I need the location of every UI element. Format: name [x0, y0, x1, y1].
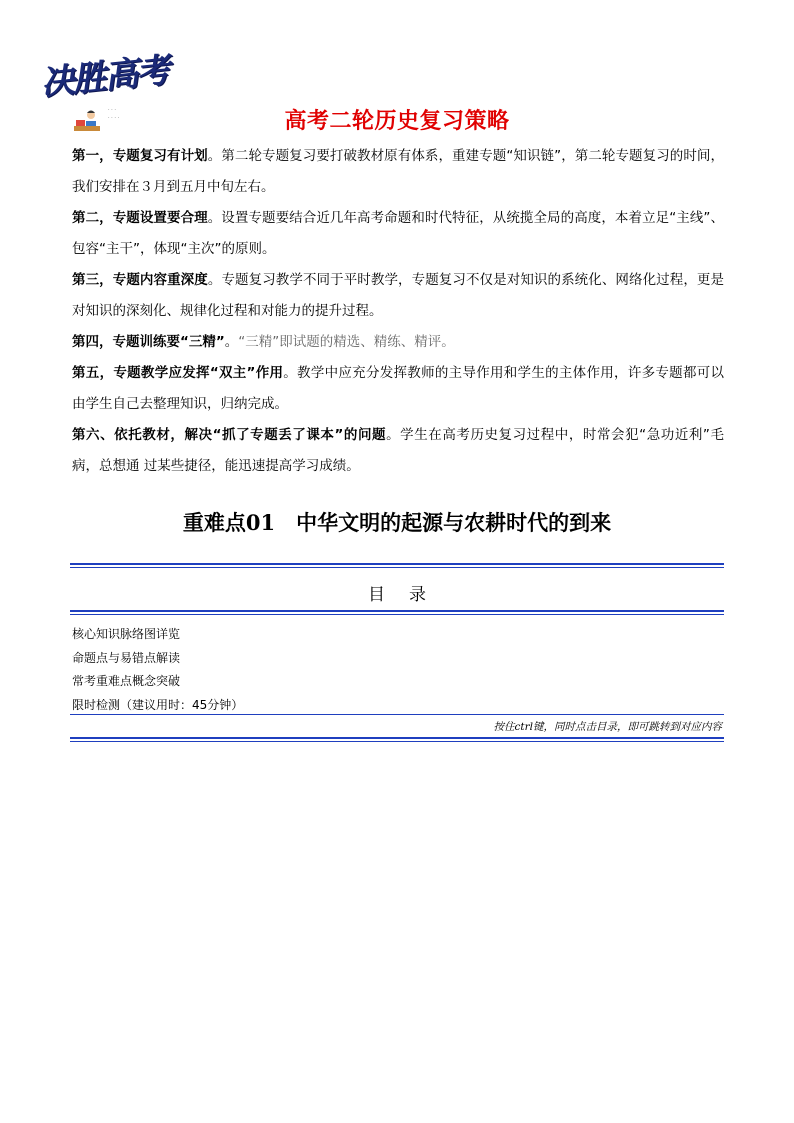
logo-tagline: · · · · · · · [108, 107, 120, 121]
section-title: 重难点01 中华文明的起源与农耕时代的到来 [182, 510, 612, 535]
strategy-body: 。设置专题要结合近几年高考命题和时代特征，从统揽全局的高度，本着立足“主线”、包容“主干”，体现“主次”的原则。 [72, 210, 724, 257]
strategy-body: 。 [224, 334, 239, 350]
toc-heading-rule [70, 610, 724, 612]
strategy-item [72, 327, 724, 358]
strategy-lead: 第二，专题设置要合理 [72, 210, 208, 226]
toc-link[interactable]: 常考重难点概念突破 [72, 674, 181, 688]
logo-wordmark: 决胜高考 [38, 50, 171, 104]
toc-top-rule [70, 563, 724, 565]
toc-mid-rule [70, 714, 724, 715]
toc-heading-rule-inner [70, 614, 724, 615]
strategy-body: 。第二轮专题复习要打破教材原有体系，重建专题“知识链”，第二轮专题复习的时间，我们安排在３月到五月中旬左右。 [72, 148, 724, 195]
strategy-item [72, 265, 724, 327]
strategy-item [72, 420, 724, 482]
toc-list [72, 623, 243, 717]
toc-link[interactable]: 核心知识脉络图详览 [72, 627, 181, 641]
toc-heading: 目录 [368, 585, 450, 605]
strategy-item [72, 141, 724, 203]
strategy-item [72, 203, 724, 265]
strategy-note: “三精”即试题的精选、精练、精评。 [238, 334, 455, 350]
strategy-body: 。专题复习教学不同于平时教学，专题复习不仅是对知识的系统化、网络化过程，更是对知识的深刻化、规律化过程和对能力的提升过程。 [72, 272, 725, 319]
strategy-list [72, 141, 724, 482]
strategy-body: 。学生在高考历史复习过程中，时常会犯“急功近利”毛病，总想通 过某些捷径，能迅速提高学习成绩。 [72, 427, 724, 474]
page-title: 高考二轮历史复习策略 [284, 109, 510, 134]
toc-bottom-rule [70, 737, 724, 739]
strategy-lead: 第一，专题复习有计划 [72, 148, 208, 164]
strategy-body: 。教学中应充分发挥教师的主导作用和学生的主体作用，许多专题都可以由学生自己去整理知识，归纳完成。 [72, 365, 725, 412]
toc-link[interactable]: 限时检测（建议用时：45分钟） [72, 697, 244, 712]
strategy-lead: 第五，专题教学应发挥“双主”作用 [72, 365, 284, 381]
strategy-item [72, 358, 724, 420]
toc-hint: 按住ctrl键，同时点击目录，即可跳转到对应内容 [493, 721, 722, 733]
strategy-lead: 第三，专题内容重深度 [72, 272, 208, 288]
strategy-lead: 第六、依托教材，解决“抓了专题丢了课本”的问题 [72, 427, 387, 443]
toc-link[interactable]: 命题点与易错点解读 [72, 650, 181, 665]
toc-top-rule-inner [70, 567, 724, 568]
strategy-lead: 第四，专题训练要“三精” [72, 334, 225, 350]
toc-bottom-rule-inner [70, 741, 724, 742]
